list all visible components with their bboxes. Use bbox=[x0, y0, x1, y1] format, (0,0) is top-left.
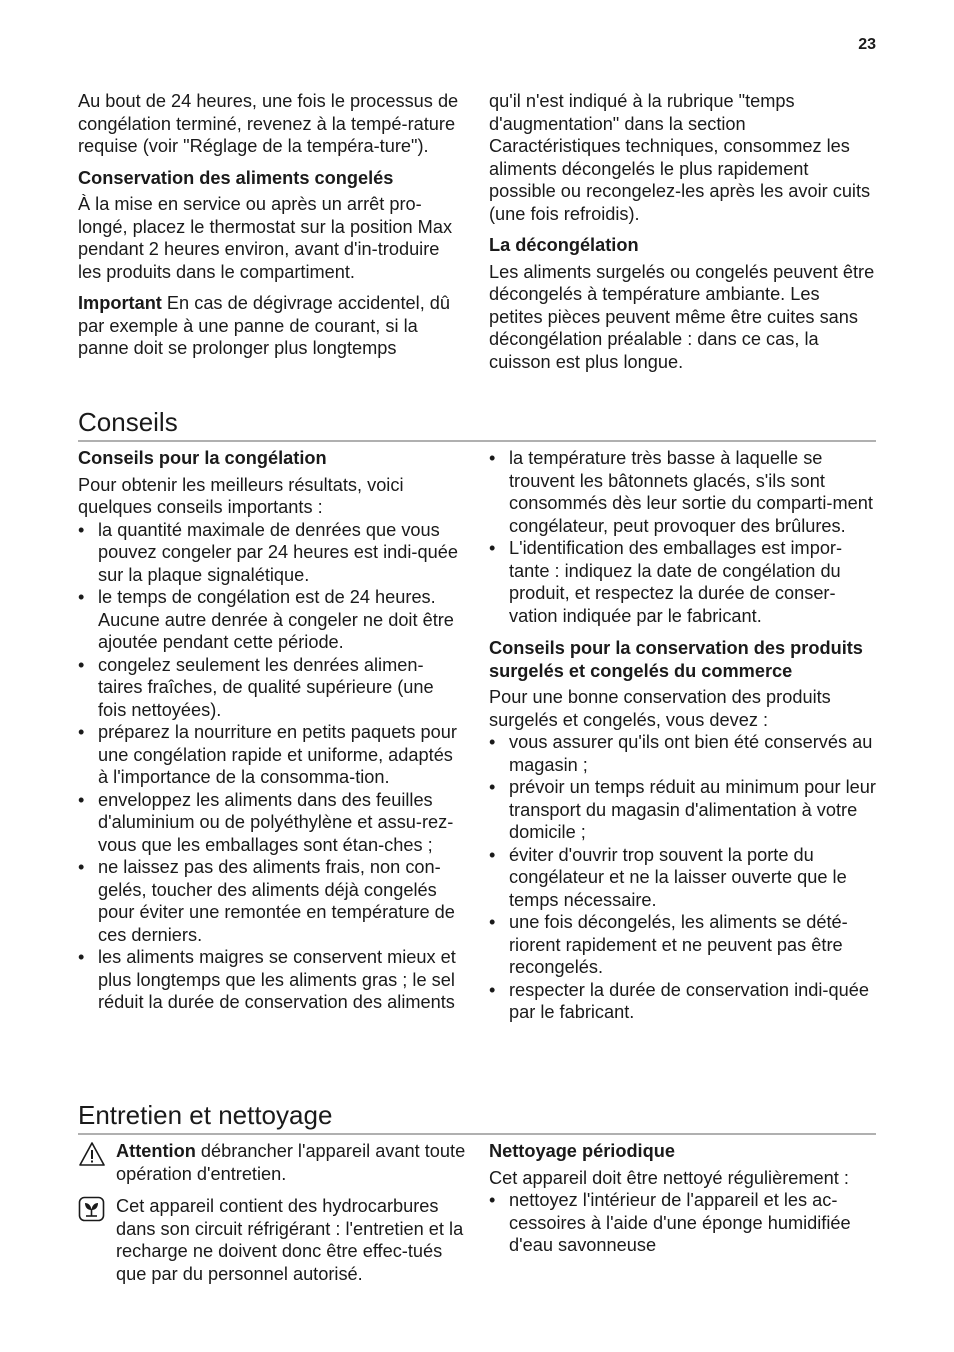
top-left-column bbox=[78, 90, 466, 369]
warning-triangle-icon bbox=[78, 1141, 106, 1167]
subheading: Nettoyage périodique bbox=[489, 1141, 675, 1161]
paragraph: À la mise en service ou après un arrêt pro-longé, placez le thermostat sur la position Max pendant 2 heures environ, avant d'in-troduire les produits dans le compartiment. bbox=[78, 194, 453, 282]
important-label: Important bbox=[78, 293, 162, 313]
section-title-entretien: Entretien et nettoyage bbox=[78, 1099, 876, 1135]
list-item: • prévoir un temps réduit au minimum pour leur transport du magasin d'alimentation à votre domicile ; bbox=[489, 776, 877, 844]
paragraph: qu'il n'est indiqué à la rubrique "temps d'augmentation" dans la section Caractéristiques techniques, consommez les aliments décongelés le plus rapidement possible ou recongelez-les après les avoir cuits (une fois refroidis). bbox=[489, 91, 871, 224]
page-number: 23 bbox=[858, 36, 876, 53]
bullet-list bbox=[489, 1189, 877, 1257]
bullet-list bbox=[489, 447, 877, 627]
subheading: Conseils pour la conservation des produits surgelés et congelés du commerce bbox=[489, 638, 863, 681]
paragraph: Les aliments surgelés ou congelés peuvent être décongelés à température ambiante. Les petites pièces peuvent même être cuites sans décongélation préalable : dans ce cas, la cuisson est plus longue. bbox=[489, 261, 875, 372]
list-item: • nettoyez l'intérieur de l'appareil et les ac-cessoires à l'aide d'une éponge humidifiée d'eau savonneuse bbox=[489, 1189, 877, 1257]
subheading: La décongélation bbox=[489, 235, 639, 255]
list-item: • vous assurer qu'ils ont bien été conservés au magasin ; bbox=[489, 731, 877, 776]
paragraph: Pour une bonne conservation des produits surgelés et congelés, vous devez : bbox=[489, 687, 831, 730]
list-item: • la quantité maximale de denrées que vous pouvez congeler par 24 heures est indi-quée sur la plaque signalétique. bbox=[78, 519, 466, 587]
list-item: • L'identification des emballages est impor-tante : indiquez la date de congélation du produit, et respectez la durée de conser-vation indiquée par le fabricant. bbox=[489, 537, 877, 627]
subheading: Conseils pour la congélation bbox=[78, 448, 327, 468]
hydrocarbon-note bbox=[78, 1195, 466, 1285]
important-text: En cas de dégivrage accidentel, dû par exemple à une panne de courant, si la panne doit se prolonger plus longtemps bbox=[78, 293, 451, 358]
list-item: • ne laissez pas des aliments frais, non con-gelés, toucher des aliments déjà congelés pour éviter une remontée en température de ces derniers. bbox=[78, 856, 466, 946]
bullet-list bbox=[489, 731, 877, 1024]
paragraph: Cet appareil doit être nettoyé régulièrement : bbox=[489, 1167, 849, 1188]
conseils-right-column bbox=[489, 447, 877, 1024]
attention-label: Attention bbox=[116, 1141, 196, 1161]
top-right-column bbox=[489, 90, 877, 382]
paragraph: Au bout de 24 heures, une fois le processus de congélation terminé, revenez à la tempé-rature requise (voir "Réglage de la tempéra-ture"). bbox=[78, 91, 459, 156]
entretien-right-column bbox=[489, 1140, 877, 1257]
list-item: • enveloppez les aliments dans des feuilles d'aluminium ou de polyéthylène et assu-rez-vous que les emballages sont étan-ches ; bbox=[78, 789, 466, 857]
list-item: • le temps de congélation est de 24 heures. Aucune autre denrée à congeler ne doit être ajoutée pendant cette période. bbox=[78, 586, 466, 654]
section-title-conseils: Conseils bbox=[78, 406, 876, 442]
entretien-left-column bbox=[78, 1140, 466, 1295]
important-note bbox=[78, 292, 466, 360]
hydrocarbon-text: Cet appareil contient des hydrocarbures dans son circuit réfrigérant : l'entretien et la recharge ne doivent donc être effec-tués que par du personnel autorisé. bbox=[116, 1196, 464, 1284]
list-item: • une fois décongelés, les aliments se dété-riorent rapidement et ne peuvent pas être recongelés. bbox=[489, 911, 877, 979]
list-item: • les aliments maigres se conservent mieux et plus longtemps que les aliments gras ; le sel réduit la durée de conservation des aliments bbox=[78, 946, 466, 1014]
list-item: • congelez seulement les denrées alimen-taires fraîches, de qualité supérieure (une fois nettoyées). bbox=[78, 654, 466, 722]
attention-note bbox=[78, 1140, 466, 1185]
list-item: • éviter d'ouvrir trop souvent la porte du congélateur et ne la laisser ouverte que le temps nécessaire. bbox=[489, 844, 877, 912]
paragraph: Pour obtenir les meilleurs résultats, voici quelques conseils importants : bbox=[78, 474, 404, 517]
subheading: Conservation des aliments congelés bbox=[78, 167, 394, 188]
conseils-left-column bbox=[78, 447, 466, 1014]
environment-plant-icon bbox=[78, 1196, 106, 1222]
list-item: • respecter la durée de conservation indi-quée par le fabricant. bbox=[489, 979, 877, 1024]
list-item: • préparez la nourriture en petits paquets pour une congélation rapide et uniforme, adaptés à l'importance de la consomma-tion. bbox=[78, 721, 466, 789]
attention-text: débrancher l'appareil avant toute opération d'entretien. bbox=[116, 1141, 466, 1184]
bullet-list bbox=[78, 519, 466, 1014]
list-item: • la température très basse à laquelle se trouvent les bâtonnets glacés, s'ils sont consommés dès leur sortie du comparti-ment congélateur, peut provoquer des brûlures. bbox=[489, 447, 877, 537]
